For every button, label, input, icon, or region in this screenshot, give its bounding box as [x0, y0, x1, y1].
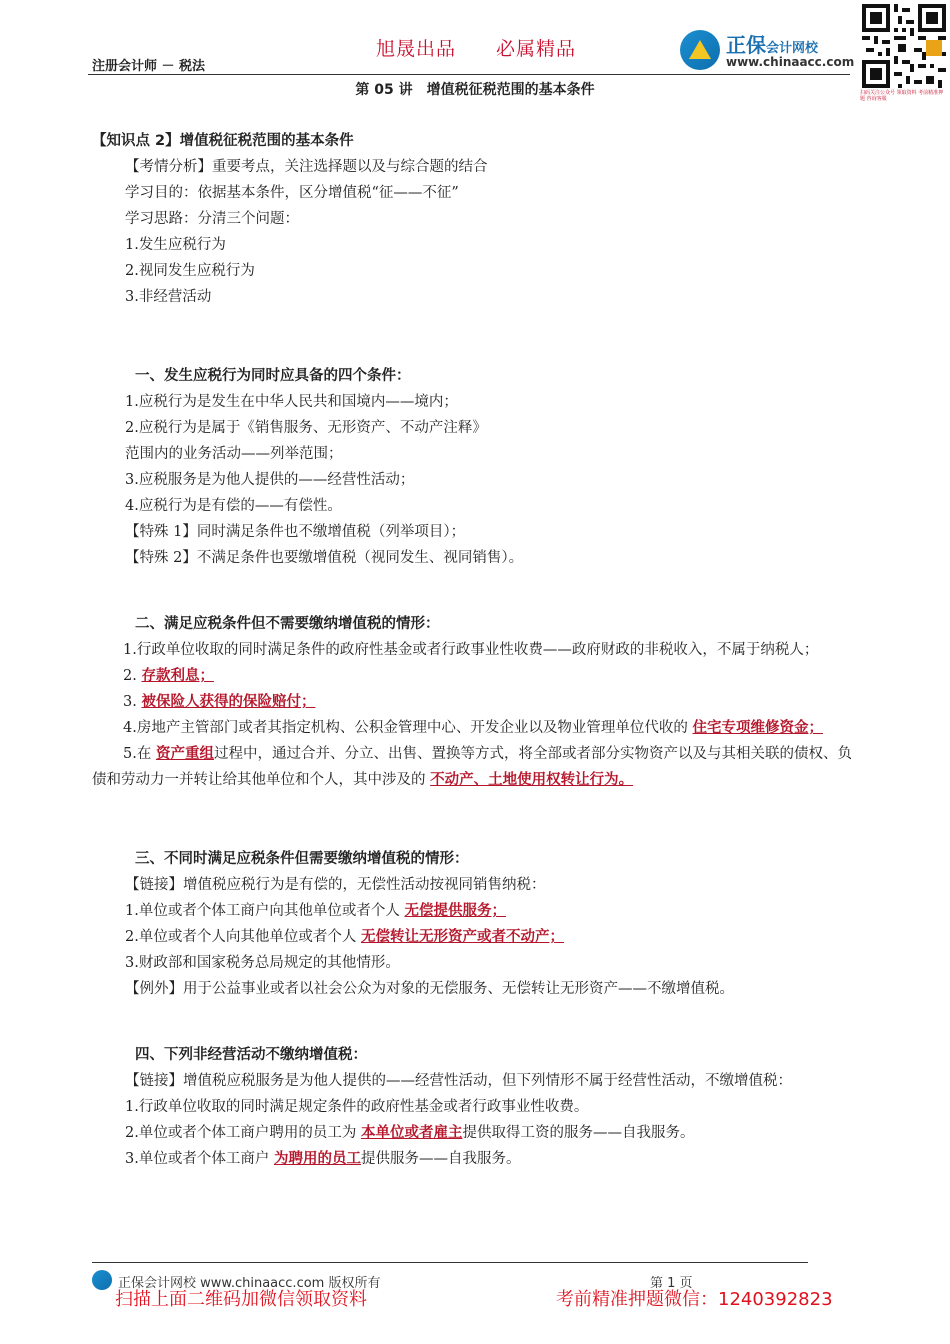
section-3-item-1: 1.单位或者个体工商户向其他单位或者个人 无偿提供服务； — [125, 903, 506, 919]
section-1-line: 【特殊 1】同时满足条件也不缴增值税（列举项目）； — [125, 524, 466, 540]
page-number: 第 1 页 — [650, 1276, 693, 1291]
intro-line: 【考情分析】重要考点，关注选择题以及与综合题的结合 — [125, 159, 488, 175]
intro-line: 学习思路：分清三个问题： — [125, 211, 299, 227]
section-2-item-4: 4.房地产主管部门或者其指定机构、公积金管理中心、开发企业以及物业管理单位代收的 住宅专项维修资金； — [123, 720, 823, 736]
intro-line: 2.视同发生应税行为 — [125, 263, 255, 279]
section-1-line: 3.应税服务是为他人提供的——经营性活动； — [125, 472, 415, 488]
section-4-item-3: 3.单位或者个体工商户 为聘用的员工提供服务——自我服务。 — [125, 1151, 521, 1167]
slogan-left: 旭晟出品 — [376, 38, 457, 60]
section-1-line: 范围内的业务活动——列举范围； — [125, 446, 343, 462]
section-1-line: 1.应税行为是发生在中华人民共和国境内——境内； — [125, 394, 458, 410]
document-body — [92, 128, 858, 1172]
section-3-item-2: 2.单位或者个人向其他单位或者个人 无偿转让无形资产或者不动产； — [125, 929, 564, 945]
footer-divider — [92, 1262, 808, 1263]
section-4-item-1: 1.行政单位收取的同时满足规定条件的政府性基金或者行政事业性收费。 — [125, 1099, 589, 1115]
intro-line: 3.非经营活动 — [125, 289, 212, 305]
highlight-term: 被保险人获得的保险赔付； — [141, 694, 316, 710]
highlight-term: 无偿提供服务； — [404, 903, 506, 919]
highlight-term: 无偿转让无形资产或者不动产； — [360, 929, 564, 945]
promo-right: 考前精准押题微信：1240392823 — [556, 1289, 833, 1310]
section-1-heading: 一、发生应税行为同时应具备的四个条件： — [135, 368, 411, 384]
highlight-term: 本单位或者雇主 — [360, 1125, 463, 1141]
section-4-heading: 四、下列非经营活动不缴纳增值税： — [135, 1047, 367, 1063]
highlight-term: 资产重组 — [155, 746, 214, 762]
section-3-heading: 三、不同时满足应税条件但需要缴纳增值税的情形： — [135, 851, 469, 867]
header-divider — [88, 74, 850, 75]
section-2-item-1: 1.行政单位收取的同时满足条件的政府性基金或者行政事业性收费——政府财政的非税收入，不属于纳税人； — [123, 642, 819, 658]
section-1-line: 2.应税行为是属于《销售服务、无形资产、不动产注释》 — [125, 420, 487, 436]
highlight-term: 住宅专项维修资金； — [692, 720, 823, 736]
section-3-item-3: 3.财政部和国家税务总局规定的其他情形。 — [125, 955, 400, 971]
chinaacc-logo — [680, 28, 858, 72]
slogan-right: 必属精品 — [496, 38, 577, 60]
lecture-title: 第 05 讲 增值税征税范围的基本条件 — [355, 82, 595, 98]
course-name: 注册会计师 － 税法 — [92, 59, 206, 74]
logo-emblem-icon — [680, 30, 720, 70]
knowledge-point-heading: 【知识点 2】增值税征税范围的基本条件 — [92, 133, 354, 149]
section-1-line: 【特殊 2】不满足条件也要缴增值税（视同发生、视同销售）。 — [125, 550, 524, 566]
qr-code-icon — [862, 4, 946, 88]
intro-line: 学习目的：依据基本条件，区分增值税“征——不征” — [125, 185, 459, 201]
section-4-item-2: 2.单位或者个体工商户聘用的员工为 本单位或者雇主提供取得工资的服务——自我服务。 — [125, 1125, 695, 1141]
logo-brand: 正保会计网校 — [726, 33, 819, 57]
logo-url: www.chinaacc.com — [726, 55, 855, 69]
qr-note: 扫码关注公众号 领取资料 考前精准押题 咨询客服 — [860, 90, 944, 102]
intro-line: 1.发生应税行为 — [125, 237, 226, 253]
section-2-item-5: 5.在 资产重组过程中，通过合并、分立、出售、置换等方式，将全部或者部分实物资产以及与其相关联的债权、负债和劳动力一并转让给其他单位和个人，其中涉及的 不动产、土地使用权转让行为。 — [92, 746, 852, 788]
footer-logo-icon — [92, 1270, 112, 1290]
promo-left: 扫描上面二维码加微信领取资料 — [115, 1289, 367, 1310]
section-1-line: 4.应税行为是有偿的——有偿性。 — [125, 498, 342, 514]
section-3-link: 【链接】增值税应税行为是有偿的，无偿性活动按视同销售纳税： — [125, 877, 546, 893]
section-4-link: 【链接】增值税应税服务是为他人提供的——经营性活动，但下列情形不属于经营性活动，不缴增值税： — [125, 1073, 792, 1089]
section-2-item-3: 3. 被保险人获得的保险赔付； — [123, 694, 316, 710]
highlight-term: 不动产、土地使用权转让行为。 — [430, 772, 634, 788]
highlight-term: 为聘用的员工 — [273, 1151, 361, 1167]
highlight-term: 存款利息； — [141, 668, 214, 684]
section-2-heading: 二、满足应税条件但不需要缴纳增值税的情形： — [135, 616, 440, 632]
section-3-exception: 【例外】用于公益事业或者以社会公众为对象的无偿服务、无偿转让无形资产——不缴增值税。 — [125, 981, 734, 997]
section-2-item-2: 2. 存款利息； — [123, 668, 214, 684]
footer-copyright: 正保会计网校 www.chinaacc.com 版权所有 — [118, 1276, 381, 1291]
